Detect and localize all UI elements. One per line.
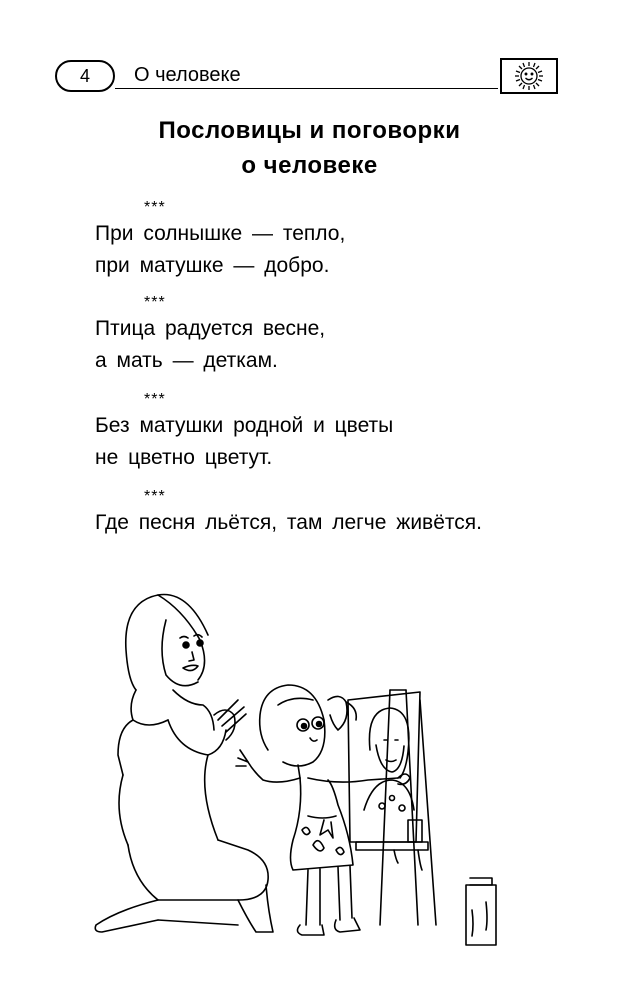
proverb-separator: *** — [144, 488, 166, 505]
proverb-line: при матушке — добро. — [95, 254, 330, 277]
proverb-separator: *** — [144, 294, 166, 311]
page-header — [55, 58, 558, 94]
sun-badge — [500, 58, 558, 94]
proverb-line: Птица радуется весне, — [95, 317, 326, 340]
proverb-line: а мать — деткам. — [95, 349, 278, 372]
proverb-separator: *** — [144, 199, 166, 216]
proverb-separator: *** — [144, 391, 166, 408]
proverb-line: не цветно цветут. — [95, 446, 273, 469]
page-number: 4 — [79, 65, 90, 86]
mother-and-child-painting-illustration — [88, 580, 538, 960]
header-rule — [115, 88, 498, 89]
proverb-line: При солнышке — тепло, — [95, 222, 346, 245]
page-number-badge — [55, 60, 115, 92]
page-title-line-2: о человеке — [241, 152, 378, 179]
section-title: О человеке — [134, 64, 241, 86]
sun-icon — [502, 60, 556, 92]
proverb-line: Где песня льётся, там легче живётся. — [95, 511, 482, 534]
proverb-line: Без матушки родной и цветы — [95, 414, 394, 437]
page-title-line-1: Пословицы и поговорки — [158, 117, 461, 144]
